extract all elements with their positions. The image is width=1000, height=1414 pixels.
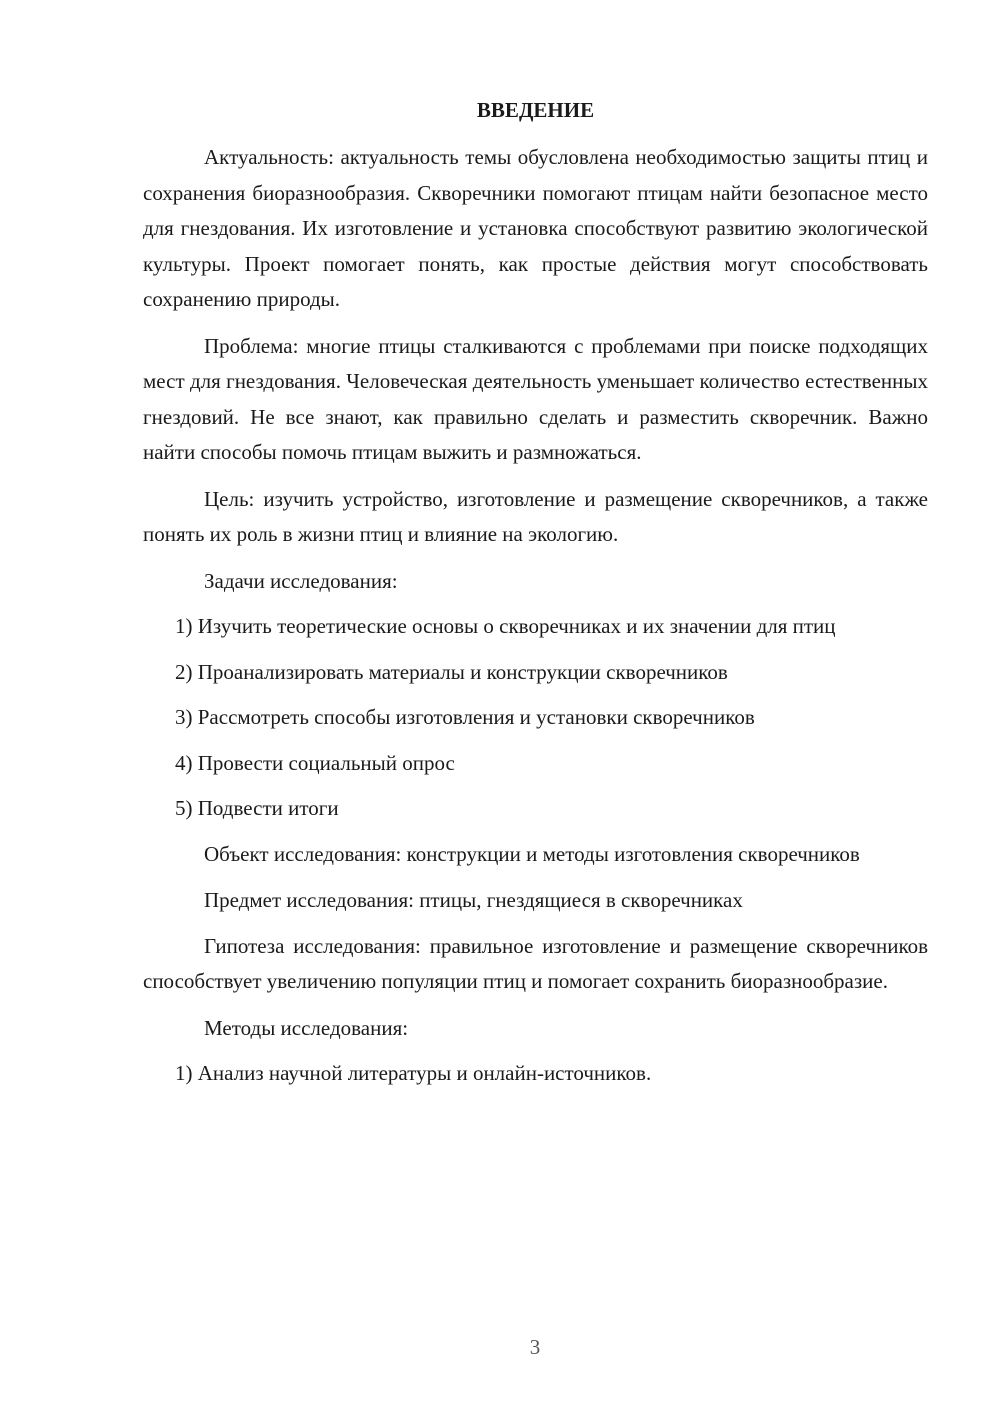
task-item: 1) Изучить теоретические основы о скворечниках и их значении для птиц: [175, 614, 836, 638]
object-paragraph: Объект исследования: конструкции и методы изготовления скворечников: [204, 841, 860, 866]
page-number: 3: [529, 1335, 541, 1359]
problem-paragraph: Проблема: многие птицы сталкиваются с проблемами при поиске подходящих мест для гнездования. Человеческая деятельность уменьшает количество естественных гнездовий. Не все знают, как правильно сделать и разместить скворечник. Важно найти способы помочь птицам выжить и размножаться.: [143, 333, 928, 464]
task-item: 5) Подвести итоги: [175, 796, 339, 820]
task-item: 3) Рассмотреть способы изготовления и установки скворечников: [175, 705, 755, 729]
method-item: 1) Анализ научной литературы и онлайн-источников.: [175, 1061, 652, 1085]
relevance-paragraph: Актуальность: актуальность темы обусловлена необходимостью защиты птиц и сохранения биоразнообразия. Скворечники помогают птицам найти безопасное место для гнездования. Их изготовление и установка способствуют развитию экологической культуры. Проект помогает понять, как простые действия могут способствовать сохранению природы.: [143, 145, 928, 311]
task-item: 2) Проанализировать материалы и конструкции скворечников: [175, 659, 728, 684]
subject-paragraph: Предмет исследования: птицы, гнездящиеся в скворечниках: [204, 888, 743, 912]
methods-heading: Методы исследования:: [204, 1015, 409, 1040]
document-page: [143, 96, 928, 1102]
task-item: 4) Провести социальный опрос: [175, 750, 455, 775]
goal-paragraph: Цель: изучить устройство, изготовление и размещение скворечников, а также понять их роль в жизни птиц и влияние на экологию.: [143, 486, 928, 546]
hypothesis-paragraph: Гипотеза исследования: правильное изготовление и размещение скворечников способствует увеличению популяции птиц и помогает сохранить биоразнообразие.: [143, 933, 928, 993]
page-title: ВВЕДЕНИЕ: [476, 98, 595, 122]
tasks-heading: Задачи исследования:: [204, 568, 398, 593]
